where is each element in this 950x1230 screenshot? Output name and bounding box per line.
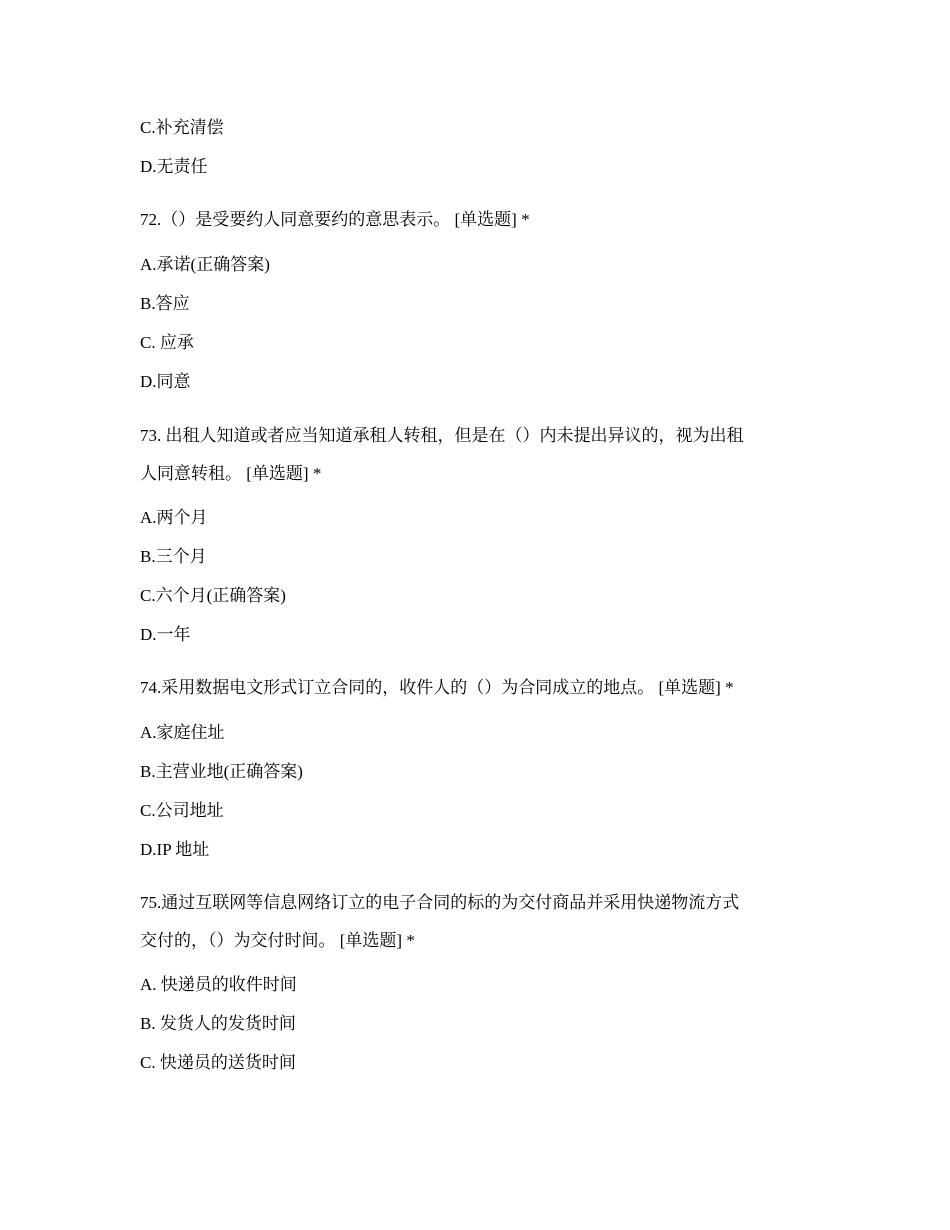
q72-option-d: D.同意 xyxy=(140,372,191,391)
option-d-prev: D.无责任 xyxy=(140,157,208,176)
question-72: 72.（）是受要约人同意要约的意思表示。 [单选题] * xyxy=(140,210,530,229)
q75-option-c: C. 快递员的送货时间 xyxy=(140,1053,296,1072)
q73-option-b: B.三个月 xyxy=(140,547,207,566)
q74-option-d: D.IP 地址 xyxy=(140,840,210,859)
option-c-prev: C.补充清偿 xyxy=(140,118,224,137)
q73-option-c: C.六个月(正确答案) xyxy=(140,586,286,605)
question-73-line2: 人同意转租。 [单选题] * xyxy=(140,464,322,483)
q72-option-a: A.承诺(正确答案) xyxy=(140,255,270,274)
question-74: 74.采用数据电文形式订立合同的，收件人的（）为合同成立的地点。 [单选题] * xyxy=(140,678,734,697)
q74-option-c: C.公司地址 xyxy=(140,801,224,820)
question-73-line1: 73. 出租人知道或者应当知道承租人转租，但是在（）内未提出异议的，视为出租 xyxy=(140,426,744,445)
q75-option-b: B. 发货人的发货时间 xyxy=(140,1014,296,1033)
q74-option-a: A.家庭住址 xyxy=(140,723,225,742)
q72-option-c: C. 应承 xyxy=(140,333,194,352)
q74-option-b: B.主营业地(正确答案) xyxy=(140,762,303,781)
question-75-line2: 交付的，（）为交付时间。 [单选题] * xyxy=(140,931,415,950)
q73-option-a: A.两个月 xyxy=(140,508,208,527)
q75-option-a: A. 快递员的收件时间 xyxy=(140,975,297,994)
q73-option-d: D.一年 xyxy=(140,625,191,644)
question-75-line1: 75.通过互联网等信息网络订立的电子合同的标的为交付商品并采用快递物流方式 xyxy=(140,893,740,912)
q72-option-b: B.答应 xyxy=(140,294,190,313)
